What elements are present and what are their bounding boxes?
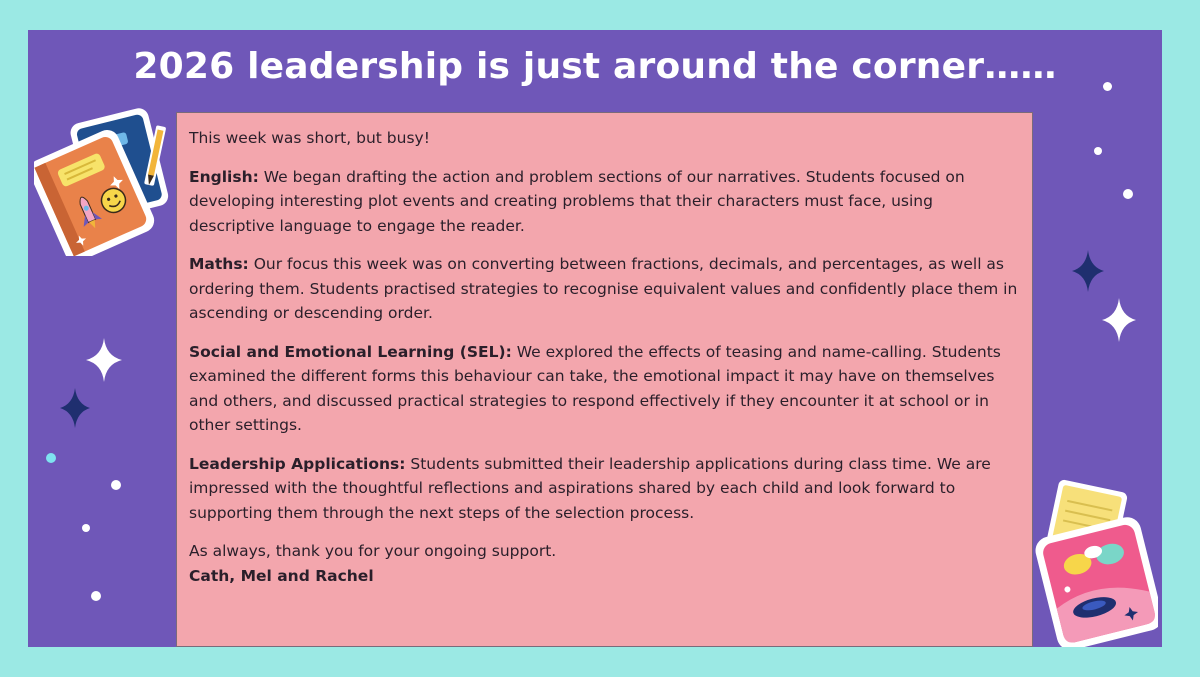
intro-text: This week was short, but busy! (189, 129, 430, 147)
section-heading: Maths: (189, 255, 249, 273)
dot-icon (1094, 147, 1102, 155)
star-icon (1072, 250, 1104, 292)
section-maths (189, 252, 1020, 326)
signature: Cath, Mel and Rachel (189, 566, 374, 585)
books-sticker-icon (34, 106, 174, 256)
message-card (176, 112, 1033, 647)
slide (28, 30, 1162, 647)
section-body: We began drafting the action and problem sections of our narratives. Students focused on developing interesting plot events and creating problems that their characters must face, using descriptive language to engage the reader. (189, 167, 965, 235)
dot-icon (1123, 189, 1133, 199)
section-body: Students submitted their leadership applications during class time. We are impressed with the thoughtful reflections and aspirations shared by each child and look forward to supporting them through the next steps of the selection process. (189, 454, 991, 522)
section-heading: Leadership Applications: (189, 454, 406, 473)
section-heading: Social and Emotional Learning (SEL): (189, 342, 512, 361)
dot-icon (111, 480, 121, 490)
section-heading: English: (189, 167, 259, 186)
closing-line: As always, thank you for your ongoing support. (189, 542, 557, 560)
section-body: Our focus this week was on converting between fractions, decimals, and percentages, as well as ordering them. Students practised strategies to recognise equivalent values and confidently place them in ascending or descending order. (189, 255, 1018, 322)
star-icon (60, 388, 90, 428)
sparkle-icon (86, 338, 122, 382)
closing-text (189, 539, 1020, 588)
sparkle-icon (1102, 298, 1136, 342)
section-leadership (189, 452, 1020, 526)
section-sel (189, 340, 1020, 438)
notebook-sticker-icon (1028, 478, 1158, 647)
section-body: We explored the effects of teasing and name-calling. Students examined the different forms this behaviour can take, the emotional impact it may have on themselves and others, and discussed practical strategies to respond effectively if they encounter it at school or in other settings. (189, 342, 1001, 434)
dot-icon (91, 591, 101, 601)
dot-icon (1103, 82, 1112, 91)
slide-title: 2026 leadership is just around the corner…… (133, 46, 1057, 87)
dot-icon (46, 453, 56, 463)
dot-icon (82, 524, 90, 532)
section-english (189, 165, 1020, 239)
